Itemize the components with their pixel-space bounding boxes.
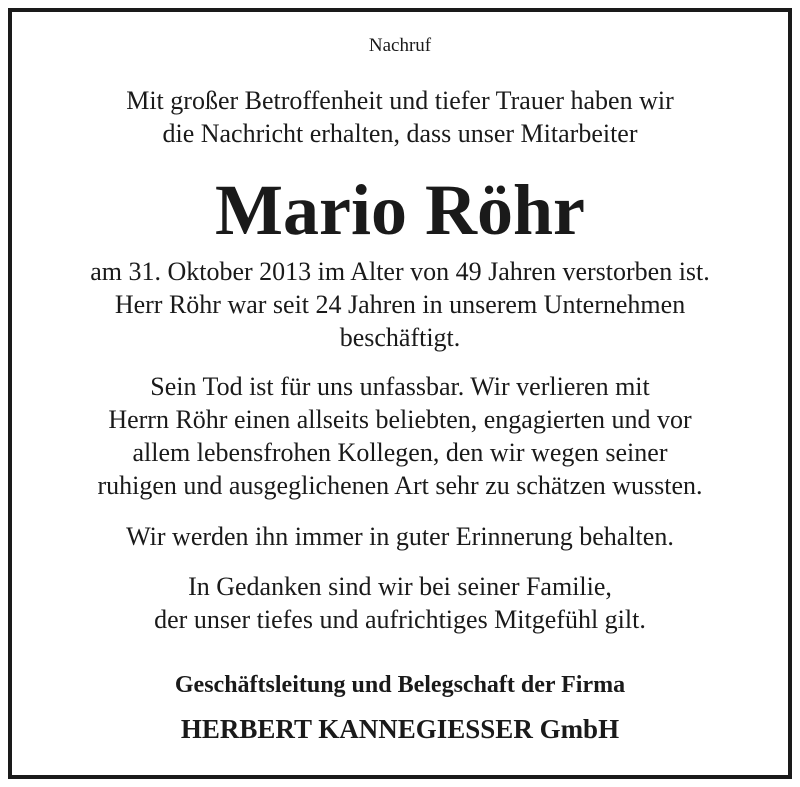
intro-line: Mit großer Betroffenheit und tiefer Trauer haben wir xyxy=(126,86,674,115)
condolence-paragraph xyxy=(0,570,800,636)
signature-text: Geschäftsleitung und Belegschaft der Firma xyxy=(174,672,626,698)
paragraph-line: allem lebensfrohen Kollegen, den wir wegen seiner xyxy=(132,438,668,467)
paragraph-line: Herrn Röhr einen allseits beliebten, engagierten und vor xyxy=(108,405,692,434)
intro-line: die Nachricht erhalten, dass unser Mitarbeiter xyxy=(162,119,638,148)
intro-paragraph xyxy=(0,84,800,150)
notice-heading xyxy=(0,34,800,58)
paragraph-line: Sein Tod ist für uns unfassbar. Wir verlieren mit xyxy=(150,372,650,401)
paragraph-line: der unser tiefes und aufrichtiges Mitgefühl gilt. xyxy=(154,605,646,634)
paragraph-line: Wir werden ihn immer in guter Erinnerung behalten. xyxy=(126,522,674,551)
paragraph-line: beschäftigt. xyxy=(339,323,461,352)
signature-line xyxy=(0,670,800,700)
paragraph-line: Herr Röhr war seit 24 Jahren in unserem Unternehmen xyxy=(114,290,686,319)
company-name xyxy=(0,712,800,746)
paragraph-line: ruhigen und ausgeglichenen Art sehr zu schätzen wussten. xyxy=(97,471,703,500)
tribute-paragraph xyxy=(0,370,800,502)
deceased-name xyxy=(0,168,800,252)
heading-text: Nachruf xyxy=(368,35,432,56)
paragraph-line: In Gedanken sind wir bei seiner Familie, xyxy=(188,572,612,601)
company-name-text: HERBERT KANNEGIESSER GmbH xyxy=(180,714,620,744)
death-details-paragraph xyxy=(0,255,800,354)
memory-paragraph xyxy=(0,520,800,553)
paragraph-line: am 31. Oktober 2013 im Alter von 49 Jahren verstorben ist. xyxy=(90,257,710,286)
deceased-name-text: Mario Röhr xyxy=(215,170,585,250)
